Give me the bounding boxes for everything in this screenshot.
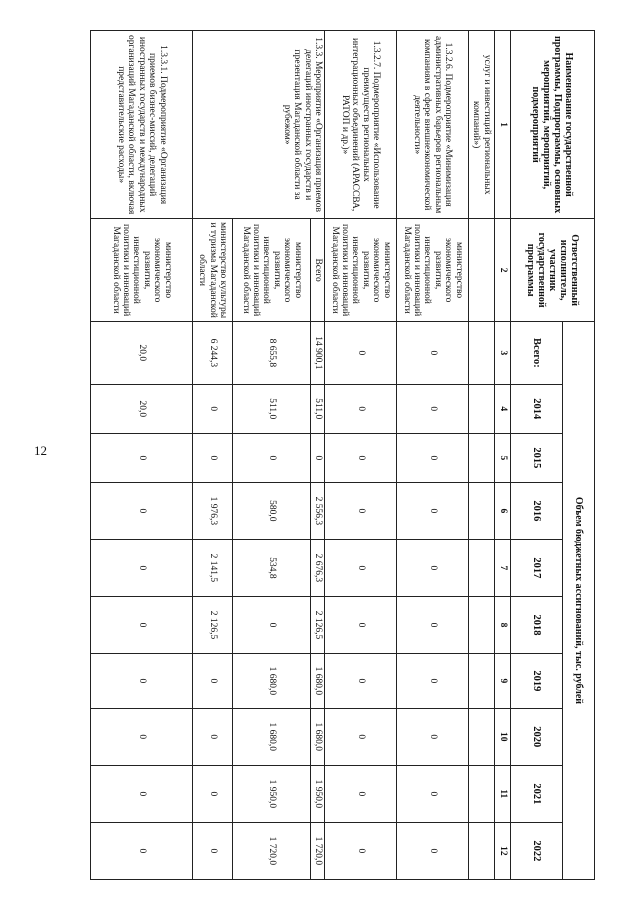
value-cell: 2 141,5: [193, 539, 233, 596]
value-cell: 0: [91, 765, 193, 822]
value-cell: 2 556,3: [311, 482, 325, 539]
row-responsible: Всего: [311, 219, 325, 322]
value-cell: 1 976,3: [193, 482, 233, 539]
value-cell: 0: [193, 653, 233, 708]
value-cell: 0: [325, 384, 397, 433]
value-cell: 0: [397, 596, 469, 653]
column-number: 3: [495, 321, 511, 384]
value-cell: 0: [193, 765, 233, 822]
value-cell: 0: [233, 433, 311, 482]
row-responsible: министерство культуры и туризма Магаданской области: [193, 219, 233, 322]
column-number: 12: [495, 822, 511, 879]
value-cell: 0: [397, 321, 469, 384]
value-cell: 1 950,0: [311, 765, 325, 822]
column-number: 8: [495, 596, 511, 653]
row-name: 1.3.3. Мероприятие «Организация приемов делегаций иностранных государств и презентация Магаданской области за рубежом»: [193, 31, 325, 219]
value-cell: 0: [325, 822, 397, 879]
header-total: Всего:: [511, 321, 563, 384]
value-cell: 0: [325, 321, 397, 384]
column-number: 9: [495, 653, 511, 708]
value-cell: 0: [325, 539, 397, 596]
value-cell: 0: [397, 433, 469, 482]
value-cell: 0: [397, 822, 469, 879]
value-cell: 0: [91, 539, 193, 596]
header-budget: Объем бюджетных ассигнований, тыс. рублей: [563, 321, 595, 879]
header-responsible: Ответственный исполнитель, участник государственной программы: [511, 219, 595, 322]
row-responsible: министерство экономического развития, инвестиционной политики и инноваций Магаданской области: [397, 219, 469, 322]
header-year: 2014: [511, 384, 563, 433]
header-year: 2017: [511, 539, 563, 596]
value-cell: 20,0: [91, 384, 193, 433]
value-cell: 1 720,0: [311, 822, 325, 879]
value-cell: 0: [193, 822, 233, 879]
budget-table: [90, 30, 595, 880]
row-name: 1.3.3.1. Подмероприятие «Организация приемов бизнес-миссий, делегаций иностранных государств и международных организаций Магаданской области, включая представительские расходы»: [91, 31, 193, 219]
value-cell: 1 680,0: [233, 708, 311, 765]
value-cell: 0: [311, 433, 325, 482]
header-year: 2018: [511, 596, 563, 653]
value-cell: 0: [325, 482, 397, 539]
table-row: [469, 31, 495, 880]
table-row: [397, 31, 469, 880]
column-number: 5: [495, 433, 511, 482]
rotated-table-container: [90, 30, 595, 880]
row-name: 1.3.2.6. Подмероприятие «Минимизация административных барьеров региональным компаниям в сфере внешнеэкономической деятельности»: [397, 31, 469, 219]
table-row: [311, 31, 325, 880]
value-cell: 511,0: [311, 384, 325, 433]
column-number: 11: [495, 765, 511, 822]
column-number: 1: [495, 31, 511, 219]
column-number: 10: [495, 708, 511, 765]
page-number: 12: [34, 443, 47, 458]
column-number: 7: [495, 539, 511, 596]
value-cell: 1 950,0: [233, 765, 311, 822]
value-cell: 14 900,1: [311, 321, 325, 384]
row-responsible: министерство экономического развития, инвестиционной политики и инноваций Магаданской области: [325, 219, 397, 322]
column-numbers-row: [495, 31, 511, 880]
value-cell: 511,0: [233, 384, 311, 433]
table-row: [91, 31, 193, 880]
header-year: 2021: [511, 765, 563, 822]
value-cell: 0: [325, 765, 397, 822]
header-year: 2016: [511, 482, 563, 539]
value-cell: 0: [91, 482, 193, 539]
value-cell: 0: [397, 384, 469, 433]
value-cell: 1 680,0: [311, 708, 325, 765]
row-responsible: министерство экономического развития, инвестиционной политики и инноваций Магаданской области: [233, 219, 311, 322]
value-cell: 2 126,5: [193, 596, 233, 653]
value-cell: 0: [325, 708, 397, 765]
value-cell: 1 680,0: [233, 653, 311, 708]
column-number: 4: [495, 384, 511, 433]
value-cell: 0: [233, 596, 311, 653]
value-cell: 0: [397, 653, 469, 708]
value-cell: 0: [193, 433, 233, 482]
header-year: 2020: [511, 708, 563, 765]
value-cell: 0: [397, 708, 469, 765]
table-row: [325, 31, 397, 880]
value-cell: 0: [193, 384, 233, 433]
value-cell: 8 655,8: [233, 321, 311, 384]
value-cell: 0: [91, 433, 193, 482]
value-cell: 534,8: [233, 539, 311, 596]
value-cell: 1 720,0: [233, 822, 311, 879]
row-responsible: министерство экономического развития, инвестиционной политики и инноваций Магаданской области: [91, 219, 193, 322]
value-cell: 0: [91, 653, 193, 708]
header-year: 2019: [511, 653, 563, 708]
row-name: 1.3.2.7. Подмероприятие «Использование преимуществ региональных интеграционных объединений (АРАССВА, РАТОП и др.)»: [325, 31, 397, 219]
value-cell: 0: [91, 708, 193, 765]
value-cell: 1 680,0: [311, 653, 325, 708]
value-cell: 0: [397, 482, 469, 539]
value-cell: 0: [193, 708, 233, 765]
value-cell: 0: [91, 822, 193, 879]
column-number: 2: [495, 219, 511, 322]
header-year: 2015: [511, 433, 563, 482]
value-cell: 0: [325, 433, 397, 482]
value-cell: 0: [325, 596, 397, 653]
value-cell: 0: [325, 653, 397, 708]
header-name: Наименование государственной программы, Подпрограммы, основных мероприятий, мероприятий, подмероприятий: [511, 31, 595, 219]
value-cell: 2 676,3: [311, 539, 325, 596]
value-cell: 0: [91, 596, 193, 653]
row-name: услуг и инвестиций региональных компаний»): [469, 31, 495, 219]
value-cell: 0: [397, 539, 469, 596]
column-number: 6: [495, 482, 511, 539]
row-responsible: [469, 219, 495, 322]
value-cell: 580,0: [233, 482, 311, 539]
value-cell: 6 244,3: [193, 321, 233, 384]
value-cell: 2 126,5: [311, 596, 325, 653]
value-cell: 20,0: [91, 321, 193, 384]
header-year: 2022: [511, 822, 563, 879]
value-cell: 0: [397, 765, 469, 822]
